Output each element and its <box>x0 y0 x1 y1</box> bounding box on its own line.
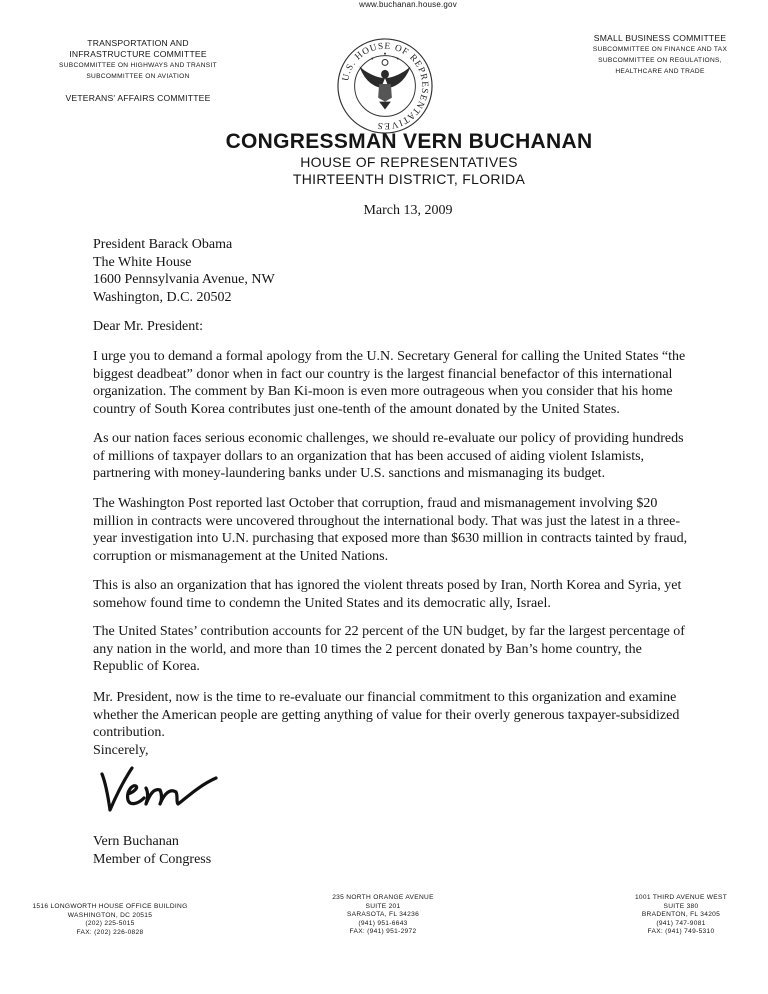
body-paragraph: This is also an organization that has ignored the violent threats posed by Iran, North Korea and Syria, yet somehow found time to condemn the United States and its democratic ally, Israel. <box>93 578 682 611</box>
recipient-line: President Barack Obama <box>93 237 233 252</box>
signer-name: Vern Buchanan <box>93 834 179 849</box>
footer-line: (941) 951-6643 <box>358 919 408 927</box>
signer-title: Member of Congress <box>93 851 212 867</box>
seal-text: U.S. HOUSE OF REPRESENTATIVES <box>341 41 430 131</box>
body-paragraph: As our nation faces serious economic challenges, we should re-evaluate our policy of providing hundreds of millions of taxpayer dollars to an organization that has been accused of aiding violent Islamists, partnering with money-laundering banks under U.S. sanctions and mismanaging its budget. <box>93 431 684 481</box>
handwritten-signature <box>98 760 220 816</box>
footer-address-sarasota <box>318 894 448 937</box>
footer-line: SARASOTA, FL 34236 <box>346 911 420 919</box>
office-line: HOUSE OF REPRESENTATIVES <box>300 154 518 170</box>
footer-line: FAX: (941) 749-5310 <box>647 928 715 936</box>
body-paragraph: Mr. President, now is the time to re-evaluate our financial commitment to this organization and examine whether the American people are getting anything of value for their overly generous taxpayer-subsidized contribution. <box>93 690 680 740</box>
left-committee-list <box>18 38 258 104</box>
recipient-line: The White House <box>93 254 192 270</box>
footer-line: 1516 LONGWORTH HOUSE OFFICE BUILDING <box>32 903 188 910</box>
congressman-name: CONGRESSMAN VERN BUCHANAN <box>225 130 593 153</box>
recipient-address <box>93 236 693 306</box>
body-paragraph: The United States’ contribution accounts for 22 percent of the UN budget, by far the largest percentage of any nation in the world, and more than 10 times the 2 percent donated by Ban’s home country, the Republic of Korea. <box>93 624 685 674</box>
website-link[interactable]: www.buchanan.house.gov <box>359 0 457 9</box>
committee-line: VETERANS' AFFAIRS COMMITTEE <box>65 93 211 103</box>
salutation: Dear Mr. President: <box>93 319 204 334</box>
district-line: THIRTEENTH DISTRICT, FLORIDA <box>292 171 526 187</box>
footer-line: BRADENTON, FL 34205 <box>641 911 721 919</box>
footer-line: (202) 225-5015 <box>85 920 135 928</box>
footer-line: WASHINGTON, DC 20515 <box>67 911 153 919</box>
committee-line: INFRASTRUCTURE COMMITTEE <box>69 49 207 59</box>
right-committee-list <box>552 33 768 77</box>
subcommittee-line: SUBCOMMITTEE ON REGULATIONS, <box>598 57 722 64</box>
footer-line: 235 NORTH ORANGE AVENUE <box>332 894 434 901</box>
letterhead <box>0 130 768 188</box>
footer-address-bradenton <box>612 894 750 937</box>
subcommittee-line: SUBCOMMITTEE ON FINANCE AND TAX <box>592 46 728 53</box>
footer-line: 1001 THIRD AVENUE WEST <box>634 894 728 901</box>
closing: Sincerely, <box>93 743 149 758</box>
footer-line: (941) 747-9081 <box>656 919 706 927</box>
footer-line: FAX: (202) 226-0828 <box>76 928 144 936</box>
subcommittee-line: HEALTHCARE AND TRADE <box>615 68 705 75</box>
footer-line: SUITE 380 <box>663 902 699 910</box>
recipient-line: Washington, D.C. 20502 <box>93 289 232 305</box>
committee-line: TRANSPORTATION AND <box>87 38 189 48</box>
letter-date: March 13, 2009 <box>363 203 453 218</box>
body-paragraph: I urge you to demand a formal apology from the U.N. Secretary General for calling the United States “the biggest deadbeat” donor when in fact our country is the largest financial benefactor of this international organization. The comment by Ban Ki-moon is even more outrageous when you consider that his home country of South Korea contributes just one-tenth of the amount donated by the United States. <box>93 349 686 417</box>
footer-address-dc <box>30 903 190 937</box>
footer-line: SUITE 201 <box>365 902 401 910</box>
footer-line: FAX: (941) 951-2972 <box>349 928 417 936</box>
recipient-line: 1600 Pennsylvania Avenue, NW <box>93 272 275 287</box>
committee-line: SMALL BUSINESS COMMITTEE <box>593 33 727 43</box>
body-paragraph: The Washington Post reported last October that corruption, fraud and mismanagement involving $20 million in contracts were uncovered throughout the international body. That was just the latest in a three-year investigation into U.N. purchasing that exposed more than $630 million in contracts tainted by fraud, corruption or mismanagement at the United Nations. <box>93 496 688 564</box>
signer-block <box>93 833 693 868</box>
subcommittee-line: SUBCOMMITTEE ON HIGHWAYS AND TRANSIT <box>59 62 217 69</box>
subcommittee-line: SUBCOMMITTEE ON AVIATION <box>86 73 190 80</box>
house-seal-icon <box>336 37 434 135</box>
